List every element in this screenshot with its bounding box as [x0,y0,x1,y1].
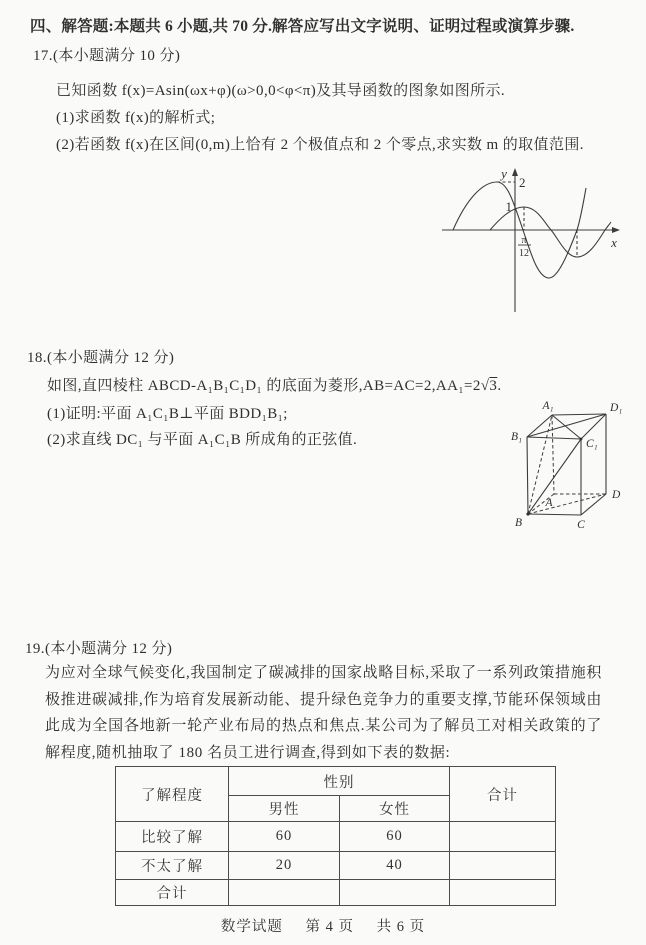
table-row-total [116,880,556,906]
problem-17-part-1: (1)求函数 f(x)的解析式; [56,110,216,126]
table-cell-male: 60 [229,822,340,852]
problem-18-number: 18. [27,350,47,366]
problem-19-number: 19. [25,641,45,657]
problem-19-title: (本小题满分 12 分) [44,641,173,657]
function-graph [438,166,646,316]
table-header-male: 男性 [229,796,340,822]
prism-edge-A1A-hidden [552,415,554,494]
survey-table [115,766,556,906]
prism-edge-B1B [527,437,528,514]
vertex-label-B: B [514,517,522,529]
vertex-label-A: A [545,497,553,509]
prism-section-BC1 [528,439,581,514]
problem-18-part-2: (2)求直线 DC₁ 与平面 A₁C₁B 所成角的正弦值. [47,432,358,448]
table-cell-male: 20 [229,852,340,880]
prism-edge-BC [528,514,581,515]
function-curve [490,207,611,257]
problem-18-intro-end: . [497,378,502,394]
problem-19-heading [25,637,172,658]
fraction-numerator: π [521,235,527,246]
table-cell-female: 60 [340,822,450,852]
table-header-gender: 性别 [229,767,450,796]
vertex-label-C1: C₁ [586,438,598,450]
table-row-know-little [116,852,556,880]
table-cell-label: 不太了解 [116,852,229,880]
table-header-total: 合计 [450,767,556,822]
table-cell-label: 合计 [116,880,229,906]
footer-total-pages: 共 6 页 [376,919,426,935]
vertex-label-A1: A₁ [542,400,554,412]
y-axis-arrow [512,168,518,176]
table-row-know-well [116,822,556,852]
table-header-knowledge: 了解程度 [116,767,229,822]
x-axis-label: x [611,235,617,250]
problem-17-intro: 已知函数 f(x)=Asin(ωx+φ)(ω>0,0<φ<π)及其导函数的图象如图所示. [56,83,506,99]
peak-value-label: 2 [519,175,526,190]
table-cell-female: 40 [340,852,450,880]
problem-18-intro-text: 如图,直四棱柱 ABCD-A₁B₁C₁D₁ 的底面为菱形,AB=AC=2,AA₁=2 [47,378,481,394]
prism-edge-A1D1 [552,414,606,415]
problem-18-part-1: (1)证明:平面 A₁C₁B⊥平面 BDD₁B₁; [47,406,288,422]
table-cell-female [340,880,450,906]
table-cell-male [229,880,340,906]
prism-edge-B1C1 [527,437,581,439]
fraction-denominator: 12 [519,248,529,259]
problem-18-title: (本小题满分 12 分) [46,350,175,366]
prism-diagonal-A1C1 [552,415,581,439]
table-cell-total [450,822,556,852]
radical-sign: √ [480,378,490,394]
table-cell-label: 比较了解 [116,822,229,852]
problem-17-number: 17. [33,48,53,64]
footer-doc-title: 数学试题 [220,919,283,935]
vertex-label-C: C [577,519,585,531]
table-header-female: 女性 [340,796,450,822]
footer-page-number: 第 4 页 [305,919,354,935]
prism-figure [500,393,646,551]
vertex-label-D1: D₁ [610,402,623,414]
table-cell-total [450,852,556,880]
problem-17-heading [33,44,180,65]
vertex-label-B1: B₁ [510,431,522,443]
table-header-row-1 [116,767,556,796]
x-axis-arrow [612,227,620,233]
section-header: 四、解答题:本题共 6 小题,共 70 分.解答应写出文字说明、证明过程或演算步骤. [30,18,575,35]
vertex-label-D: D [612,489,621,501]
problem-18-intro [47,374,501,395]
survey-paragraph: 为应对全球气候变化,我国制定了碳减排的国家战略目标,采取了一系列政策措施积极推进碳减排,作为培育发展新动能、提升绿色竞争力的重要支撑,节能环保领域由此成为全国各地新一轮产业布局的热点和焦点.某公司为了解员工对相关政策的了解程度,随机抽取了 180 名员工进行调查,得到如下表的数据: [45,665,602,761]
vertex-dot-C1 [580,438,583,441]
vertex-dot-B [526,512,529,515]
problem-18-heading [27,346,174,367]
table-cell-total [450,880,556,906]
intercept-value-label: 1 [505,199,512,214]
radicand: 3 [489,378,498,394]
problem-17-part-2: (2)若函数 f(x)在区间(0,m)上恰有 2 个极值点和 2 个零点,求实数 m 的取值范围. [56,137,584,153]
page-footer [0,915,646,936]
y-axis-label: y [501,166,507,181]
problem-17-title: (本小题满分 10 分) [52,48,181,64]
